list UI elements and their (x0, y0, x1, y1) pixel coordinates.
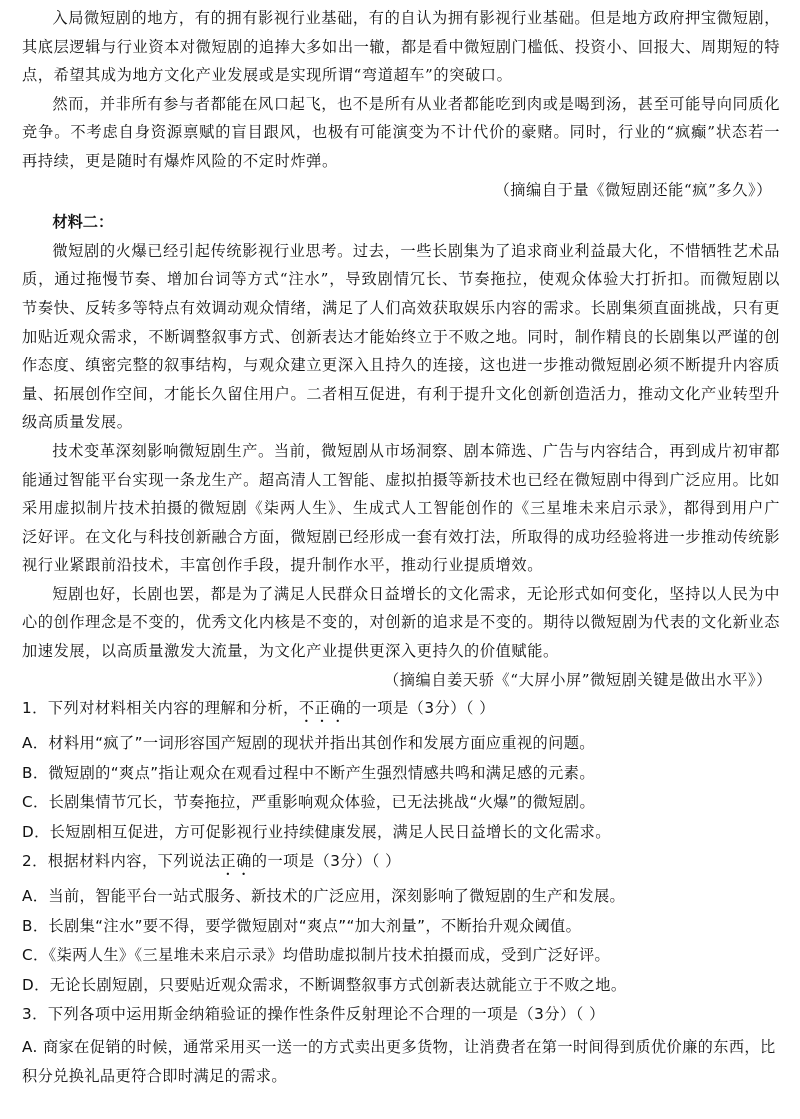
material1-source: （摘编自于量《微短剧还能“疯”多久》） (494, 180, 772, 199)
question-2-option-b: B．长剧集“注水”要不得，要学微短剧对“爽点”“加大剂量”，不断抬升观众阈值。 (22, 916, 582, 935)
material2-heading: 材料二： (52, 213, 114, 232)
question-1-stem-text: 1．下列对材料相关内容的理解和分析， (22, 699, 299, 718)
material1-paragraph: 入局微短剧的地方，有的拥有影视行业基础，有的自认为拥有影视行业基础。但是地方政府押宝微短剧，其底层逻辑与行业资本对微短剧的追捧大多如出一辙，都是看中微短剧门槛低、投资小、回报大、周期短的特点，希望其成为地方文化产业发展或是实现所谓“弯道超车”的突破口。 (22, 9, 780, 85)
question-3-option-a: A. 商家在促销的时候，通常采用买一送一的方式卖出更多货物，让消费者在第一时间得到质优价廉的东西，比积分兑换礼品更符合即时满足的需求。 (22, 1037, 776, 1086)
question-2-stem (22, 847, 780, 879)
question-1-emphasis: 不正确 (298, 699, 346, 718)
question-3-stem-text: 3．下列各项中运用斯金纳箱验证的操作性条件反射理论不合理的一项是（3分）（ ） (22, 1005, 605, 1024)
exam-page (22, 4, 780, 1092)
question-1-option-b: B．微短剧的“爽点”指让观众在观看过程中不断产生强烈情感共鸣和满足感的元素。 (22, 763, 595, 782)
question-2-emphasis: 正确 (220, 852, 252, 871)
material1-paragraph: 然而，并非所有参与者都能在风口起飞，也不是所有从业者都能吃到肉或是喝到汤，甚至可能导向同质化竞争。不考虑自身资源禀赋的盲目跟风，也极有可能演变为不计代价的豪赌。同时，行业的“疯癫”状态若一再持续，更是随时有爆炸风险的不定时炸弹。 (22, 94, 780, 170)
question-2-option-d: D．无论长剧短剧，只要贴近观众需求，不断调整叙事方式创新表达就能立于不败之地。 (22, 975, 627, 994)
question-2-stem-tail: 的一项是（3分）（ ） (251, 852, 401, 871)
question-1-option-c: C．长剧集情节冗长，节奏拖拉，严重影响观众体验，已无法挑战“火爆”的微短剧。 (22, 793, 596, 812)
question-2-option-a: A．当前，智能平台一站式服务、新技术的广泛应用，深刻影响了微短剧的生产和发展。 (22, 887, 626, 906)
question-1-stem (22, 694, 780, 726)
question-2-option-c: C．《柒两人生》《三星堆未来启示录》均借助虚拟制片技术拍摄而成，受到广泛好评。 (22, 946, 611, 965)
question-1-stem-tail: 的一项是（3分）（ ） (345, 699, 495, 718)
material2-paragraph: 微短剧的火爆已经引起传统影视行业思考。过去，一些长剧集为了追求商业利益最大化，不惜牺牲艺术品质，通过拖慢节奏、增加台词等方式“注水”，导致剧情冗长、节奏拖拉，使观众体验大打折扣。而微短剧以节奏快、反转多等特点有效调动观众情绪，满足了人们高效获取娱乐内容的需求。长剧集须直面挑战，只有更加贴近观众需求，不断调整叙事方式、创新表达才能始终立于不败之地。同时，制作精良的长剧集以严谨的创作态度、缜密完整的叙事结构，与观众建立更深入且持久的连接，这也进一步推动微短剧必须不断提升内容质量、拓展创作空间，才能长久留住用户。二者相互促进，有利于提升文化创新创造活力，推动文化产业转型升级高质量发展。 (22, 241, 780, 432)
material2-source: （摘编自姜天骄《“大屏小屏”微短剧关键是做出水平》） (383, 670, 772, 689)
material2-paragraph: 技术变革深刻影响微短剧生产。当前，微短剧从市场洞察、剧本筛选、广告与内容结合，再到成片初审都能通过智能平台实现一条龙生产。超高清人工智能、虚拟拍摄等新技术也已经在微短剧中得到广泛应用。比如采用虚拟制片技术拍摄的微短剧《柒两人生》、生成式人工智能创作的《三星堆未来启示录》，都得到用户广泛好评。在文化与科技创新融合方面，微短剧已经形成一套有效打法，所取得的成功经验将进一步推动传统影视行业紧跟前沿技术，丰富创作手段，提升制作水平，推动行业提质增效。 (22, 441, 780, 575)
question-1-option-a: A．材料用“疯了”一词形容国产短剧的现状并指出其创作和发展方面应重视的问题。 (22, 734, 595, 753)
question-3-stem (22, 1000, 780, 1030)
question-2-stem-text: 2．根据材料内容，下列说法 (22, 852, 221, 871)
question-1-option-d: D．长短剧相互促进，方可促影视行业持续健康发展，满足人民日益增长的文化需求。 (22, 822, 611, 841)
material2-paragraph: 短剧也好，长剧也罢，都是为了满足人民群众日益增长的文化需求，无论形式如何变化，坚持以人民为中心的创作理念是不变的，优秀文化内核是不变的，对创新的追求是不变的。期待以微短剧为代表的文化新业态加速发展，以高质量激发大流量，为文化产业提供更深入更持久的价值赋能。 (22, 584, 780, 661)
